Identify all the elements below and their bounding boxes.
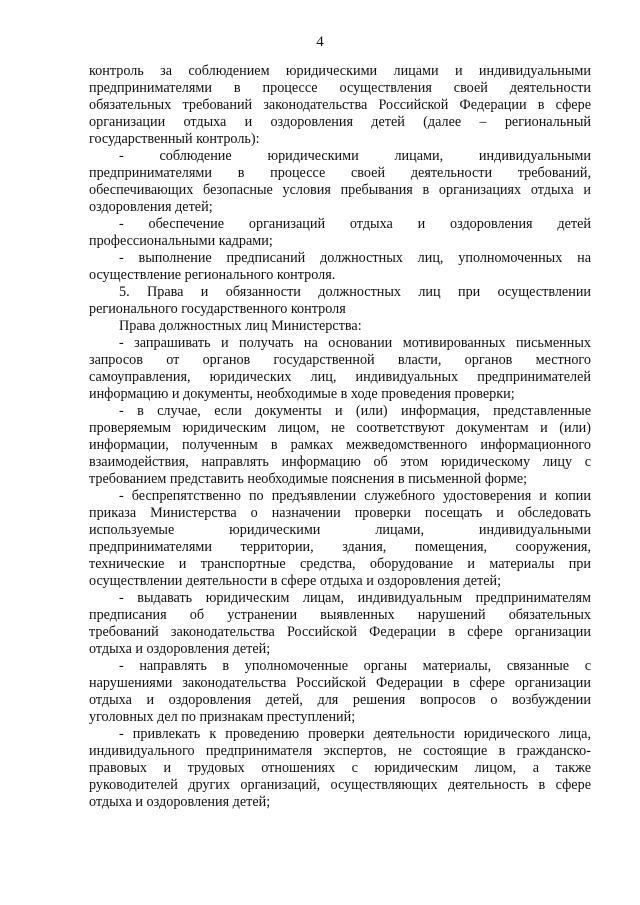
paragraph-right-6 [89, 726, 591, 811]
document-body [89, 63, 591, 811]
text-line: технические и транспортные средства, оборудование и материалы при [89, 556, 591, 572]
text-line: нарушениями законодательства Российской Федерации в сфере организации [89, 675, 591, 691]
text-line: - в случае, если документы и (или) информация, представленные [119, 403, 591, 419]
paragraph-right-3 [89, 488, 591, 590]
text-line: - беспрепятственно по предъявлении служебного удостоверения и копии [119, 488, 591, 504]
text-line: приказа Министерства о назначении проверки посещать и обследовать [89, 505, 591, 521]
text-line: профессиональными кадрами; [89, 233, 273, 249]
text-line: - выдавать юридическим лицам, индивидуальным предпринимателям [119, 590, 591, 606]
paragraph-right-1 [89, 335, 591, 403]
text-line: организации отдыха и оздоровления детей (далее – региональный [89, 114, 591, 130]
paragraph-section-5 [89, 284, 591, 318]
page-number: 4 [316, 34, 324, 50]
text-line: отдыха и оздоровления детей; [89, 641, 271, 657]
text-line: используемые юридическими лицами, индивидуальными [89, 522, 591, 538]
text-line: осуществлении деятельности в сфере отдыха и оздоровления детей; [89, 573, 502, 589]
text-line: - направлять в уполномоченные органы материалы, связанные с [119, 658, 591, 674]
text-line: руководителей других организаций, осуществляющих деятельность в сфере [89, 777, 591, 793]
text-line: информацию и документы, необходимые в ходе проведения проверки; [89, 386, 515, 402]
text-line: регионального государственного контроля [89, 301, 346, 317]
text-line: запросов от органов государственной власти, органов местного [89, 352, 591, 368]
text-line: отдыха и оздоровления детей, для решения вопросов о возбуждении [89, 692, 591, 708]
text-line: отдыха и оздоровления детей; [89, 794, 271, 810]
text-line: - обеспечение организаций отдыха и оздоровления детей [119, 216, 591, 232]
paragraph-intro [89, 63, 591, 148]
text-line: правовых и трудовых отношениях с юридическим лицом, а также [89, 760, 591, 776]
paragraph-right-5 [89, 658, 591, 726]
text-line: предписания об устранении выявленных нарушений обязательных [89, 607, 591, 623]
text-line: индивидуального предпринимателя экспертов, не состоящие в гражданско- [89, 743, 591, 759]
paragraph-item-3 [89, 250, 591, 284]
text-line: обеспечивающих безопасные условия пребывания в организациях отдыха и [89, 182, 591, 198]
text-line: - выполнение предписаний должностных лиц, уполномоченных на [119, 250, 591, 266]
text-line: взаимодействия, направлять информацию об этом юридическому лицу с [89, 454, 591, 470]
text-line: уголовных дел по признакам преступлений; [89, 709, 356, 725]
text-line: требований законодательства Российской Федерации в сфере организации [89, 624, 591, 640]
text-line: информации, полученным в рамках межведомственного информационного [89, 437, 591, 453]
text-line: - соблюдение юридическими лицами, индивидуальными [119, 148, 591, 164]
text-line: предпринимателями в процессе осуществления своей деятельности [89, 80, 591, 96]
text-line: предпринимателями территории, здания, помещения, сооружения, [89, 539, 591, 555]
text-line: оздоровления детей; [89, 199, 213, 215]
text-line: осуществление регионального контроля. [89, 267, 336, 283]
text-line: контроль за соблюдением юридическими лицами и индивидуальными [89, 63, 591, 79]
text-line: обязательных требований законодательства Российской Федерации в сфере [89, 97, 591, 113]
text-line: - запрашивать и получать на основании мотивированных письменных [119, 335, 591, 351]
text-line: 5. Права и обязанности должностных лиц при осуществлении [119, 284, 591, 300]
text-line: - привлекать к проведению проверки деятельности юридического лица, [119, 726, 591, 742]
paragraph-item-2 [89, 216, 591, 250]
text-line: предпринимателями в процессе своей деятельности требований, [89, 165, 591, 181]
text-line: требованием представить необходимые пояснения в письменной форме; [89, 471, 528, 487]
text-line: проверяемым юридическим лицом, не соответствуют документам и (или) [89, 420, 591, 436]
paragraph-rights-heading [89, 318, 591, 335]
paragraph-item-1 [89, 148, 591, 216]
text-line: Права должностных лиц Министерства: [119, 318, 362, 334]
text-line: самоуправления, юридических лиц, индивидуальных предпринимателей [89, 369, 591, 385]
paragraph-right-2 [89, 403, 591, 488]
paragraph-right-4 [89, 590, 591, 658]
text-line: государственный контроль): [89, 131, 260, 147]
